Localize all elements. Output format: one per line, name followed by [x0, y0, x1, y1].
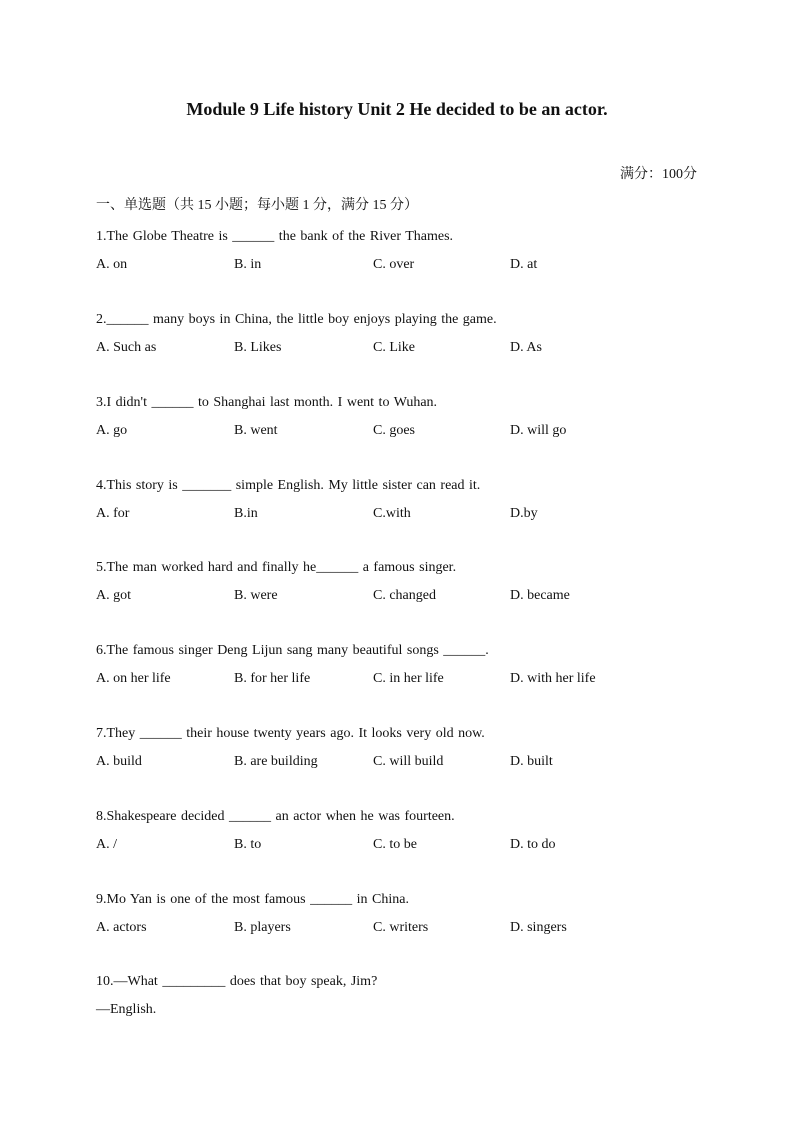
question-3 — [96, 392, 716, 442]
question-1 — [96, 226, 716, 276]
option-a: A. on her life — [96, 671, 171, 686]
question-9 — [96, 889, 716, 939]
question-stem: 4.This story is _______ simple English. My little sister can read it. — [96, 478, 481, 493]
dialogue-answer: —English. — [96, 1002, 157, 1017]
question-8 — [96, 806, 716, 856]
option-d: D. became — [510, 588, 570, 603]
option-a: A. / — [96, 837, 117, 852]
option-row — [96, 254, 716, 276]
option-c: C. to be — [373, 837, 417, 852]
option-c: C. goes — [373, 423, 415, 438]
option-c: C. in her life — [373, 671, 444, 686]
question-4 — [96, 475, 716, 525]
question-stem: 2.______ many boys in China, the little boy enjoys playing the game. — [96, 312, 497, 327]
option-d: D. will go — [510, 423, 567, 438]
option-b: B. are building — [234, 754, 318, 769]
option-row — [96, 503, 716, 525]
question-stem: 5.The man worked hard and finally he______ a famous singer. — [96, 560, 457, 575]
option-d: D. with her life — [510, 671, 596, 686]
question-10 — [96, 971, 716, 1021]
option-a: A. actors — [96, 920, 147, 935]
question-stem: 10.—What _________ does that boy speak, Jim? — [96, 974, 378, 989]
option-a: A. go — [96, 423, 128, 438]
option-b: B. in — [234, 257, 262, 272]
section-heading: 一、单选题（共 15 小题；每小题 1 分，满分 15 分） — [96, 198, 418, 213]
option-row — [96, 834, 716, 856]
page-title: Module 9 Life history Unit 2 He decided to be an actor. — [186, 99, 608, 119]
question-stem: 1.The Globe Theatre is ______ the bank of the River Thames. — [96, 229, 454, 244]
option-b: B. for her life — [234, 671, 311, 686]
option-b: B. went — [234, 423, 278, 438]
question-5 — [96, 557, 716, 607]
option-b: B. were — [234, 588, 278, 603]
question-stem: 9.Mo Yan is one of the most famous ______ in China. — [96, 892, 409, 907]
option-d: D.by — [510, 506, 538, 521]
option-a: A. for — [96, 506, 130, 521]
option-a: A. on — [96, 257, 128, 272]
question-stem: 8.Shakespeare decided ______ an actor when he was fourteen. — [96, 809, 455, 824]
option-b: B. players — [234, 920, 291, 935]
option-row — [96, 337, 716, 359]
option-row — [96, 420, 716, 442]
option-b: B.in — [234, 506, 258, 521]
option-row — [96, 917, 716, 939]
option-c: C. over — [373, 257, 415, 272]
option-b: B. to — [234, 837, 262, 852]
option-row — [96, 751, 716, 773]
option-b: B. Likes — [234, 340, 282, 355]
option-d: D. at — [510, 257, 538, 272]
option-a: A. Such as — [96, 340, 157, 355]
question-2 — [96, 309, 716, 359]
option-c: C. Like — [373, 340, 415, 355]
option-row — [96, 585, 716, 607]
full-score-label: 满分：100分 — [620, 167, 697, 182]
option-a: A. got — [96, 588, 131, 603]
option-row — [96, 668, 716, 690]
option-c: C.with — [373, 506, 411, 521]
option-a: A. build — [96, 754, 142, 769]
question-6 — [96, 640, 716, 690]
option-c: C. changed — [373, 588, 436, 603]
option-d: D. to do — [510, 837, 556, 852]
question-stem: 7.They ______ their house twenty years ago. It looks very old now. — [96, 726, 485, 741]
question-7 — [96, 723, 716, 773]
option-c: C. writers — [373, 920, 429, 935]
question-stem: 6.The famous singer Deng Lijun sang many beautiful songs ______. — [96, 643, 489, 658]
option-d: D. singers — [510, 920, 567, 935]
option-d: D. As — [510, 340, 542, 355]
option-c: C. will build — [373, 754, 444, 769]
option-d: D. built — [510, 754, 553, 769]
question-stem: 3.I didn't ______ to Shanghai last month. I went to Wuhan. — [96, 395, 438, 410]
